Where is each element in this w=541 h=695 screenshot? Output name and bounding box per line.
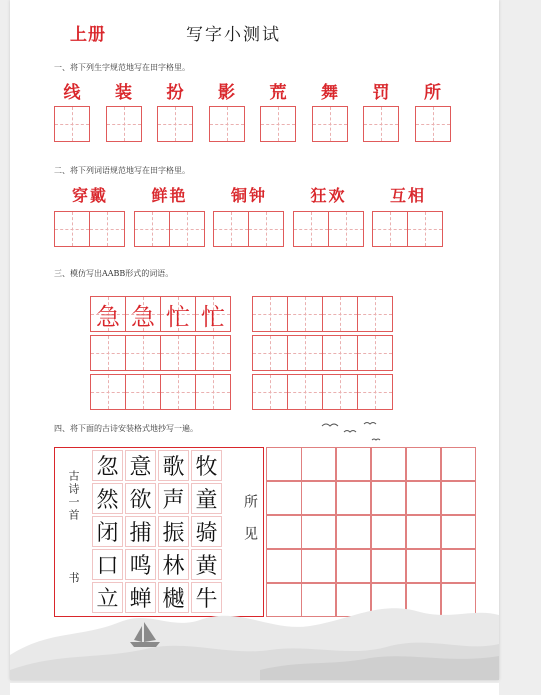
- poem-character: 蝉: [125, 582, 156, 613]
- section2-writing-cell[interactable]: [248, 211, 284, 247]
- section3-heading: 三、模仿写出AABB形式的词语。: [54, 269, 174, 278]
- poem-copy-cell[interactable]: [371, 515, 406, 549]
- section1-char: 影: [218, 83, 235, 103]
- section2-word: 鲜艳: [151, 186, 188, 205]
- section2-writing-cell[interactable]: [372, 211, 408, 247]
- section2-writing-cell[interactable]: [407, 211, 443, 247]
- poem-character: 意: [125, 450, 156, 481]
- section3-example-char: 急: [131, 302, 155, 331]
- section3-example-char: 忙: [201, 302, 225, 331]
- poem-character: 鸣: [125, 549, 156, 580]
- poem-copy-cell[interactable]: [336, 447, 371, 481]
- poem-character: 欲: [125, 483, 156, 514]
- page-title: 写字小测试: [186, 25, 281, 45]
- section3-writing-cell[interactable]: [322, 374, 358, 410]
- poem-character: 忽: [92, 450, 123, 481]
- section3-writing-cell[interactable]: [160, 296, 196, 332]
- section1-char: 罚: [372, 83, 390, 103]
- poem-copy-cell[interactable]: [371, 447, 406, 481]
- poem-title: 所见: [242, 494, 258, 558]
- section3-writing-cell[interactable]: [287, 374, 323, 410]
- section1-char: 舞: [321, 83, 338, 103]
- section1-writing-cell[interactable]: [312, 106, 348, 142]
- poem-character: 然: [92, 483, 123, 514]
- section3-writing-cell[interactable]: [252, 296, 288, 332]
- section3-writing-cell[interactable]: [125, 335, 161, 371]
- poem-copy-cell[interactable]: [336, 515, 371, 549]
- section1-writing-cell[interactable]: [363, 106, 399, 142]
- poem-copy-cell[interactable]: [266, 515, 302, 549]
- poem-character: 声: [158, 483, 189, 514]
- section3-example-char: 急: [96, 302, 120, 331]
- section2-writing-cell[interactable]: [328, 211, 364, 247]
- poem-character: 口: [92, 549, 123, 580]
- section2-writing-cell[interactable]: [213, 211, 249, 247]
- section3-writing-cell[interactable]: [322, 335, 358, 371]
- poem-character: 振: [158, 516, 189, 547]
- section3-writing-cell[interactable]: [160, 335, 196, 371]
- section2-writing-cell[interactable]: [89, 211, 125, 247]
- poem-character: 闭: [92, 516, 123, 547]
- poem-character: 骑: [191, 516, 222, 547]
- section3-writing-cell[interactable]: [357, 335, 393, 371]
- section3-writing-cell[interactable]: [195, 374, 231, 410]
- section3-writing-cell[interactable]: [287, 296, 323, 332]
- poem-character: 立: [92, 582, 123, 613]
- poem-character: 牧: [191, 450, 222, 481]
- poem-character: 林: [158, 549, 189, 580]
- poem-copy-cell[interactable]: [336, 481, 371, 515]
- section2-heading: 二、将下列词语规范地写在田字格里。: [54, 166, 190, 175]
- section1-writing-cell[interactable]: [209, 106, 245, 142]
- section2-word: 互相: [389, 186, 426, 205]
- section4-heading: 四、将下面的古诗安装格式地抄写一遍。: [54, 424, 198, 433]
- poem-copy-cell[interactable]: [406, 515, 441, 549]
- poem-side-label-2: 书: [67, 572, 80, 585]
- section3-writing-cell[interactable]: [90, 296, 126, 332]
- section3-writing-cell[interactable]: [287, 335, 323, 371]
- worksheet-page: [10, 0, 499, 680]
- poem-copy-cell[interactable]: [301, 481, 336, 515]
- mountain-scenery-image: [10, 560, 499, 680]
- section3-writing-cell[interactable]: [195, 296, 231, 332]
- section2-writing-cell[interactable]: [54, 211, 90, 247]
- section3-writing-cell[interactable]: [252, 374, 288, 410]
- section2-word: 狂欢: [310, 186, 347, 205]
- section3-writing-cell[interactable]: [125, 374, 161, 410]
- section3-writing-cell[interactable]: [322, 296, 358, 332]
- section3-writing-cell[interactable]: [90, 335, 126, 371]
- poem-copy-cell[interactable]: [266, 447, 302, 481]
- section1-char: 扮: [166, 83, 184, 103]
- next-page-edge: [10, 683, 499, 695]
- section2-writing-cell[interactable]: [134, 211, 170, 247]
- poem-character: 黄: [191, 549, 222, 580]
- section1-char: 线: [63, 83, 81, 103]
- section2-word: 穿戴: [71, 186, 108, 205]
- section1-char: 所: [424, 83, 441, 103]
- section2-writing-cell[interactable]: [169, 211, 205, 247]
- section3-writing-cell[interactable]: [125, 296, 161, 332]
- poem-copy-cell[interactable]: [371, 481, 406, 515]
- poem-copy-cell[interactable]: [441, 447, 476, 481]
- poem-copy-cell[interactable]: [406, 447, 441, 481]
- section3-writing-cell[interactable]: [160, 374, 196, 410]
- poem-copy-cell[interactable]: [266, 481, 302, 515]
- poem-copy-cell[interactable]: [441, 515, 476, 549]
- section3-example-char: 忙: [166, 302, 190, 331]
- section1-writing-cell[interactable]: [106, 106, 142, 142]
- poem-character: 牛: [191, 582, 222, 613]
- section1-writing-cell[interactable]: [415, 106, 451, 142]
- poem-copy-cell[interactable]: [301, 515, 336, 549]
- section3-writing-cell[interactable]: [357, 374, 393, 410]
- section1-writing-cell[interactable]: [157, 106, 193, 142]
- section2-writing-cell[interactable]: [293, 211, 329, 247]
- section3-writing-cell[interactable]: [252, 335, 288, 371]
- section1-writing-cell[interactable]: [54, 106, 90, 142]
- grade-label: 上册: [70, 25, 106, 45]
- section3-writing-cell[interactable]: [357, 296, 393, 332]
- section1-writing-cell[interactable]: [260, 106, 296, 142]
- section2-word: 铜钟: [230, 186, 267, 205]
- section1-heading: 一、将下列生字规范地写在田字格里。: [54, 63, 190, 72]
- poem-character: 童: [191, 483, 222, 514]
- poem-copy-cell[interactable]: [441, 481, 476, 515]
- poem-copy-cell[interactable]: [406, 481, 441, 515]
- poem-character: 捕: [125, 516, 156, 547]
- poem-side-label: 古诗一首: [67, 470, 80, 522]
- section3-writing-cell[interactable]: [195, 335, 231, 371]
- section1-char: 装: [115, 83, 132, 103]
- birds-icon: [320, 418, 390, 448]
- poem-character: 樾: [158, 582, 189, 613]
- poem-character: 歌: [158, 450, 189, 481]
- section3-writing-cell[interactable]: [90, 374, 126, 410]
- poem-copy-cell[interactable]: [301, 447, 336, 481]
- section1-char: 荒: [269, 83, 287, 103]
